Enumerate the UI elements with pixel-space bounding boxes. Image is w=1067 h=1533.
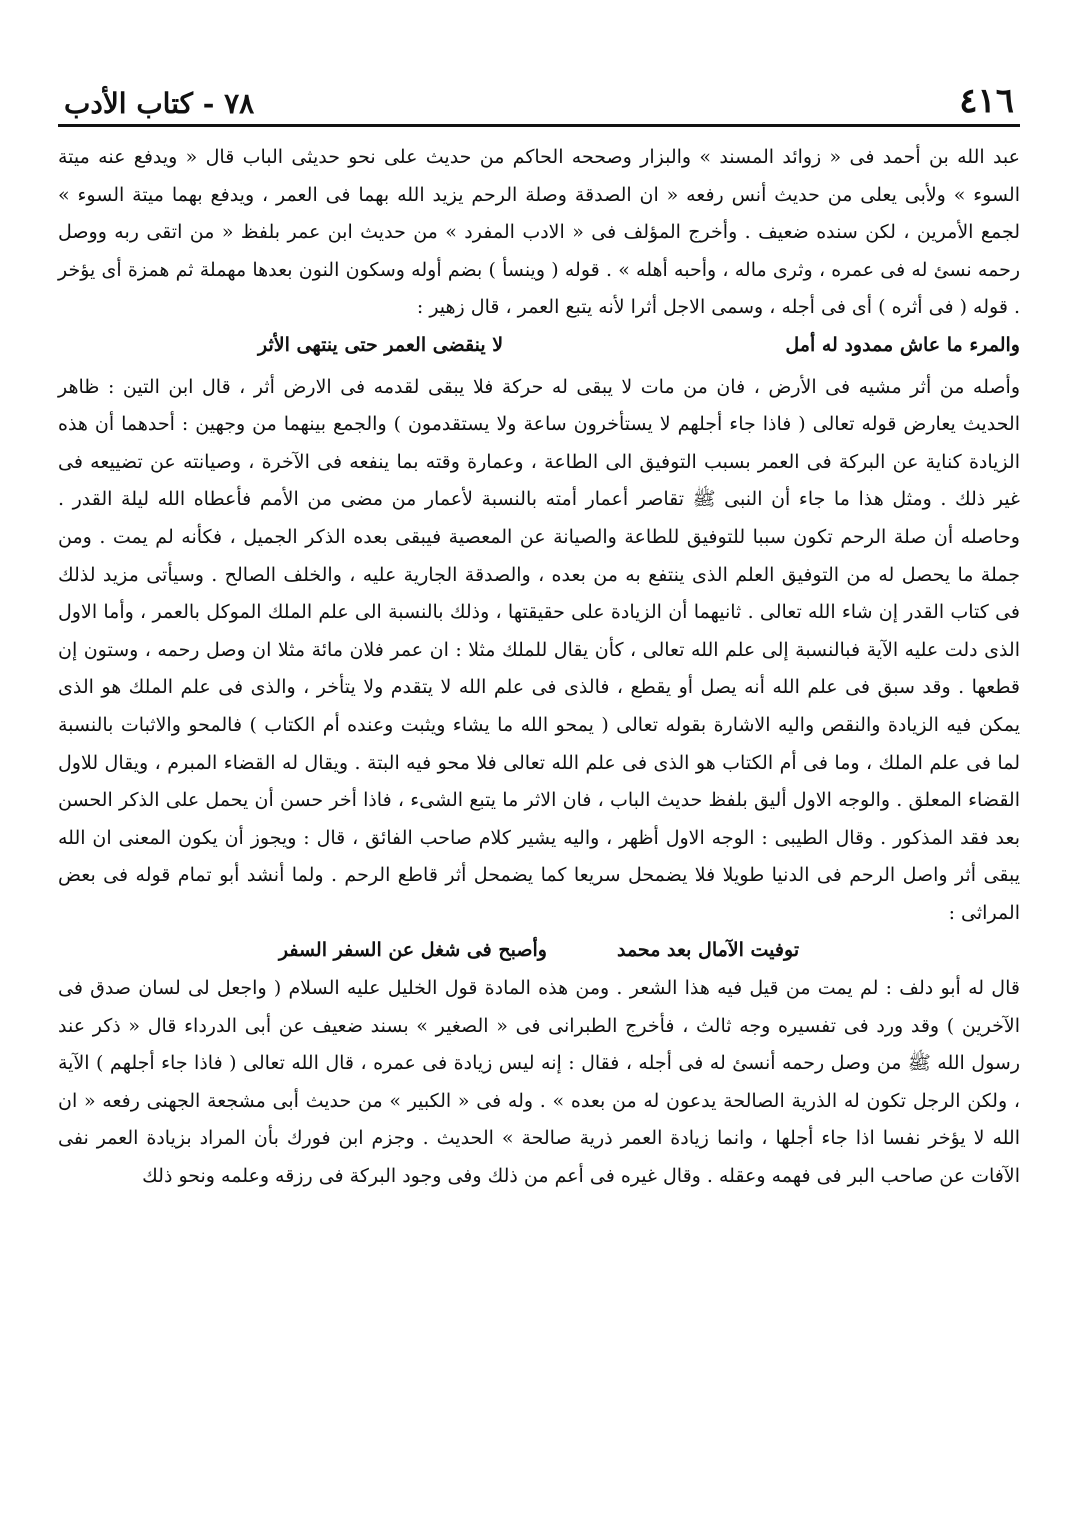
paragraph: عبد الله بن أحمد فى « زوائد المسند » والبزار وصححه الحاكم من حديث على نحو حديثى الباب قال « ويدفع عنه ميتة السوء » ولأبى يعلى من حديث أنس رفعه « ان الصدقة وصلة الرحم يزيد الله بهما فى العمر ، ويدفع بهما ميتة السوء » لجمع الأمرين ، لكن سنده ضعيف . وأخرج المؤلف فى « الادب المفرد » من حديث ابن عمر بلفظ « من اتقى ربه ووصل رحمه نسئ له فى عمره ، وثرى ماله ، وأحبه أهله » . قوله ( وينسأ ) بضم أوله وسكون النون بعدها مهملة ثم همزة أى يؤخر . قوله ( فى أثره ) أى فى أجله ، وسمى الاجل أثرا لأنه يتبع العمر ، قال زهير : bbox=[58, 146, 1020, 319]
paragraph: وأصله من أثر مشيه فى الأرض ، فان من مات لا يبقى له حركة فلا يبقى لقدمه فى الارض أثر ، قال ابن التين : ظاهر الحديث يعارض قوله تعالى ( فاذا جاء أجلهم لا يستأخرون ساعة ولا يستقدمون ) والجمع بينهما من وجهين : أحدهما أن هذه الزيادة كناية عن البركة فى العمر بسبب التوفيق الى الطاعة ، وعمارة وقته بما ينفعه فى الآخرة ، وصيانته عن تضييعه فى غير ذلك . ومثل هذا ما جاء أن النبى ﷺ تقاصر أعمار أمته بالنسبة لأعمار من مضى من الأمم فأعطاه الله ليلة القدر . وحاصله أن صلة الرحم تكون سببا للتوفيق للطاعة والصيانة عن المعصية فيبقى بعده الذكر الجميل ، فكأنه لم يمت . ومن جملة ما يحصل له من التوفيق العلم الذى ينتفع به من بعده ، والصدقة الجارية عليه ، والخلف الصالح . وسيأتى مزيد لذلك فى كتاب القدر إن شاء الله تعالى . ثانيهما أن الزيادة على حقيقتها ، وذلك بالنسبة الى علم الملك الموكل بالعمر ، وأما الاول الذى دلت عليه الآية فبالنسبة إلى علم الله تعالى ، كأن يقال للملك مثلا : ان عمر فلان مائة مثلا ان وصل رحمه ، وستون إن قطعها . وقد سبق فى علم الله أنه يصل أو يقطع ، فالذى فى علم الله لا يتقدم ولا يتأخر ، والذى فى علم الملك هو الذى يمكن فيه الزيادة والنقص واليه الاشارة بقوله تعالى ( يمحو الله ما يشاء ويثبت وعنده أم الكتاب ) فالمحو والاثبات بالنسبة لما فى علم الملك ، وما فى أم الكتاب هو الذى فى علم الله تعالى فلا محو فيه البتة . ويقال له القضاء المبرم ، ويقال للاول القضاء المعلق . والوجه الاول أليق بلفظ حديث الباب ، فان الاثر ما يتبع الشىء ، فاذا أخر حسن أن يحمل على الذكر الحسن بعد فقد المذكور . وقال الطيبى : الوجه الاول أظهر ، واليه يشير كلام صاحب الفائق ، قال : ويجوز أن يكون المعنى ان الله يبقى أثر واصل الرحم فى الدنيا طويلا فلا يضمحل سريعا كما يضمحل أثر قاطع الرحم . ولما أنشد أبو تمام قوله فى بعض المراثى : bbox=[58, 375, 1021, 924]
header-rule bbox=[58, 124, 1020, 127]
paragraph: قال له أبو دلف : لم يمت من قيل فيه هذا الشعر . ومن هذه المادة قول الخليل عليه السلام ( واجعل لى لسان صدق فى الآخرين ) وقد ورد فى تفسيره وجه ثالث ، فأخرج الطبرانى فى « الصغير » بسند ضعيف عن أبى الدرداء قال « ذكر عند رسول الله ﷺ من وصل رحمه أنسئ له فى أجله ، فقال : إنه ليس زيادة فى عمره ، قال الله تعالى ( فاذا جاء أجلهم ) الآية ، ولكن الرجل تكون له الذرية الصالحة يدعون له من بعده » . وله فى « الكبير » من حديث أبى مشجعة الجهنى رفعه « ان الله لا يؤخر نفسا اذا جاء أجلها ، وانما زيادة العمر ذرية صالحة » الحديث . وجزم ابن فورك بأن المراد بزيادة العمر نفى الآفات عن صاحب البر فى فهمه وعقله . وقال غيره فى أعم من ذلك وفى وجود البركة فى رزقه وعلمه ونحو ذلك bbox=[58, 977, 1021, 1188]
verse-hemistich-right: توفيت الآمال بعد محمد bbox=[616, 939, 800, 962]
verse-hemistich-left: لا ينقضى العمر حتى ينتهى الأثر bbox=[258, 333, 504, 356]
verse-hemistich-right: والمرء ما عاش ممدود له أمل bbox=[785, 333, 1020, 356]
book-page bbox=[58, 60, 1020, 1500]
poem-verse bbox=[58, 327, 1020, 365]
verse-hemistich-left: وأصبح فى شغل عن السفر السفر bbox=[278, 939, 547, 962]
page-number: ٤١٦ bbox=[959, 81, 1014, 121]
poem-verse bbox=[58, 932, 1020, 970]
page-header bbox=[58, 60, 1020, 121]
main-text bbox=[58, 139, 1020, 1196]
running-title: ٧٨ - كتاب الأدب bbox=[64, 87, 255, 120]
